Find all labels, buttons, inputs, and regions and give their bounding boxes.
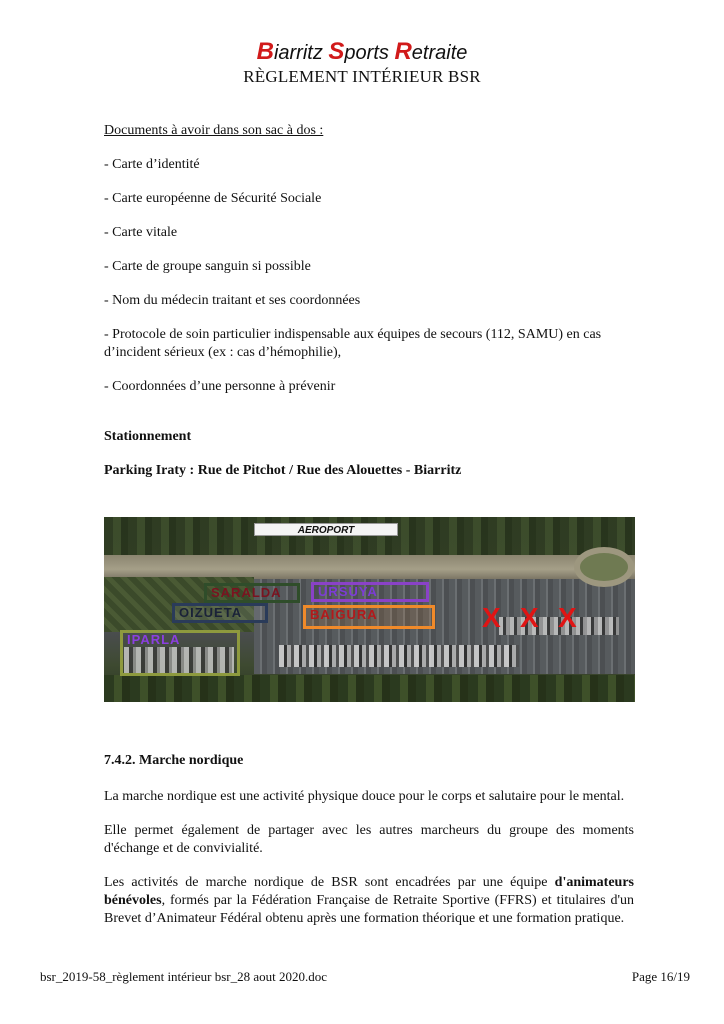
list-item: - Nom du médecin traitant et ses coordonnées [104, 293, 361, 308]
list-item: - Carte d’identité [104, 157, 200, 172]
list-item: - Protocole de soin particulier indispensable aux équipes de secours (112, SAMU) en cas d’incident sérieux (ex : cas d’hémophilie), [104, 327, 602, 360]
zone-saralda: SARALDA [204, 583, 300, 603]
parking-aerial-photo [104, 517, 635, 702]
brand-letter-r: R [394, 38, 412, 65]
list-item: - Coordonnées d’une personne à prévenir [104, 379, 336, 394]
photo-road [104, 555, 635, 579]
list-item: - Carte européenne de Sécurité Sociale [104, 191, 322, 206]
brand-title [0, 40, 724, 65]
section-title: 7.4.2. Marche nordique [104, 753, 244, 768]
photo-cars [279, 645, 519, 667]
paragraph [104, 874, 634, 928]
footer-page-number: Page 16/19 [631, 969, 690, 984]
photo-roundabout [574, 547, 634, 587]
zone-iparla: IPARLA [120, 630, 240, 676]
brand-word-biarritz: iarritz [273, 42, 329, 64]
paragraph: La marche nordique est une activité physique douce pour le corps et salutaire pour le mental. [104, 789, 625, 804]
brand-letter-b: B [256, 38, 274, 65]
brand-letter-s: S [328, 38, 345, 65]
page-header [0, 40, 724, 87]
list-item: - Carte de groupe sanguin si possible [104, 259, 311, 274]
paragraph-text: Les activités de marche nordique de BSR sont encadrées par une équipe [104, 875, 555, 890]
zone-oizueta: OIZUETA [172, 603, 268, 623]
parking-address: Parking Iraty : Rue de Pitchot / Rue des Alouettes - Biarritz [104, 463, 462, 478]
photo-greenery [104, 675, 635, 702]
parking-heading: Stationnement [104, 429, 192, 444]
paragraph-bold-text: d'animateurs bénévoles [104, 875, 634, 908]
brand-word-retraite: etraite [411, 42, 468, 64]
zone-ursuya: URSUYA [311, 582, 429, 602]
no-parking-mark: X [482, 602, 501, 633]
document-subtitle: RÈGLEMENT INTÉRIEUR BSR [243, 67, 481, 86]
brand-word-sports: ports [344, 42, 395, 64]
no-parking-mark: X [558, 602, 577, 633]
documents-heading: Documents à avoir dans son sac à dos : [104, 123, 324, 138]
paragraph: Elle permet également de partager avec les autres marcheurs du groupe des moments d'échange et de convivialité. [104, 823, 634, 856]
list-item: - Carte vitale [104, 225, 178, 240]
aeroport-label: AEROPORT [254, 523, 398, 536]
paragraph-text: , formés par la Fédération Française de Retraite Sportive (FFRS) et titulaires d'un Brevet d’Animateur Fédéral obtenu après une formation théorique et une formation pratique. [104, 893, 634, 926]
no-parking-mark: X [520, 602, 539, 633]
footer-filename: bsr_2019-58_règlement intérieur bsr_28 aout 2020.doc [40, 969, 328, 984]
zone-baigura: BAIGURA [303, 605, 435, 629]
